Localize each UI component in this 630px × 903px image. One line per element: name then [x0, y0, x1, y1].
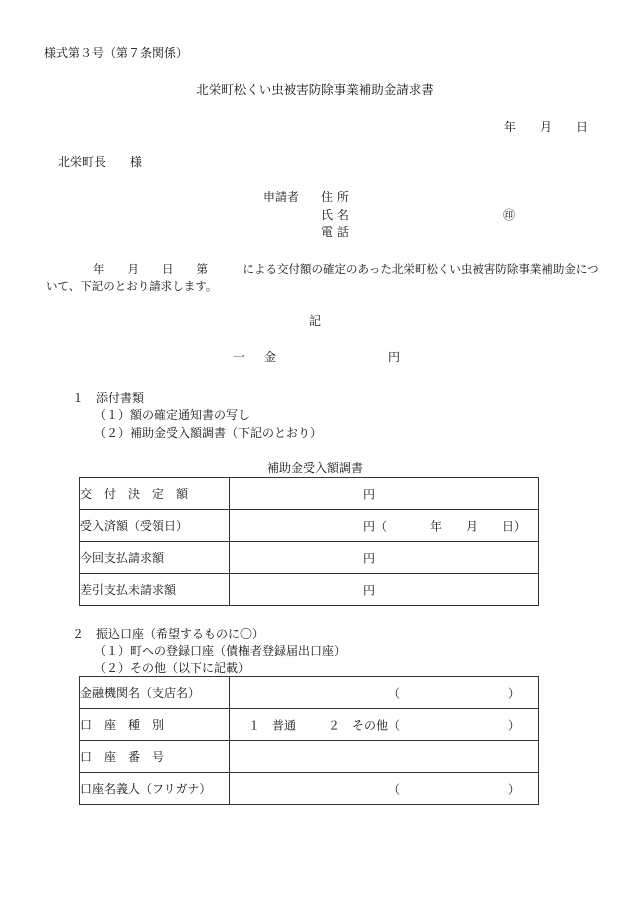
section2-item-1: （１）町への登録口座（債権者登録届出口座）: [94, 644, 347, 658]
yen-unit: 円: [363, 487, 376, 501]
bank-account-table: [79, 676, 539, 805]
table-row: [80, 574, 539, 606]
name-label: 氏 名: [321, 208, 349, 222]
section2-item-2: （２）その他（以下に記載）: [94, 661, 251, 675]
row-label: 今回支払請求額: [80, 542, 230, 574]
row-label: 差引支払未請求額: [80, 574, 230, 606]
ki-heading: 記: [308, 314, 321, 328]
row-label: 口 座 種 別: [80, 709, 230, 741]
row-label: 交 付 決 定 額: [80, 478, 230, 510]
yen-unit: 円: [363, 551, 376, 565]
section2-heading: ２ 振込口座（希望するものに〇）: [72, 627, 265, 641]
row-label: 受入済額（受領日）: [80, 510, 230, 542]
body-text-line2: いて、下記のとおり請求します。: [46, 279, 218, 293]
body-text-line1: 年 月 日 第 による交付額の確定のあった北栄町松くい虫被害防除事業補助金につ: [93, 262, 599, 276]
close-paren: ）: [508, 782, 521, 796]
document-title: 北栄町松くい虫被害防除事業補助金請求書: [196, 82, 434, 97]
yen-unit: 円（: [363, 519, 388, 533]
account-number-cell[interactable]: [230, 741, 539, 773]
close-paren: ）: [508, 686, 521, 700]
close-paren: ）: [508, 718, 521, 732]
table-row: [80, 542, 539, 574]
value-cell[interactable]: [230, 574, 539, 606]
value-cell[interactable]: [230, 542, 539, 574]
account-type-cell[interactable]: [230, 709, 539, 741]
table-row: [80, 478, 539, 510]
form-number: 様式第３号（第７条関係）: [44, 46, 189, 60]
table-row: [80, 709, 539, 741]
value-cell[interactable]: [230, 510, 539, 542]
receipt-date: 年 月 日）: [430, 519, 527, 533]
section1-heading: １ 添付書類: [72, 391, 145, 405]
receipt-amount-table: [79, 477, 539, 606]
bank-name-cell[interactable]: [230, 677, 539, 709]
table-row: [80, 773, 539, 805]
open-paren: （: [388, 686, 401, 700]
table-row: [80, 677, 539, 709]
address-label: 住 所: [321, 190, 349, 204]
row-label: 口座名義人（フリガナ）: [80, 773, 230, 805]
row-label: 口 座 番 号: [80, 741, 230, 773]
applicant-label: 申請者: [263, 190, 300, 204]
table-row: [80, 510, 539, 542]
section1-item-1: （１）額の確定通知書の写し: [94, 408, 251, 422]
open-paren: （: [388, 782, 401, 796]
section1-item-2: （２）補助金受入額調書（下記のとおり）: [94, 426, 323, 440]
table-row: [80, 741, 539, 773]
amount-ichi: 一: [233, 350, 246, 364]
date-line: 年 月 日: [504, 120, 589, 134]
row-label: 金融機関名（支店名）: [80, 677, 230, 709]
option-other[interactable]: ２ その他（: [328, 718, 401, 732]
value-cell[interactable]: [230, 478, 539, 510]
option-ordinary[interactable]: １ 普通: [248, 718, 297, 732]
seal-mark: ㊞: [503, 208, 516, 222]
addressee: 北栄町長 様: [58, 155, 143, 169]
amount-yen: 円: [388, 350, 401, 364]
phone-label: 電 話: [321, 225, 349, 239]
yen-unit: 円: [363, 583, 376, 597]
table1-title: 補助金受入額調書: [266, 461, 363, 475]
account-holder-cell[interactable]: [230, 773, 539, 805]
amount-kin: 金: [264, 350, 277, 364]
